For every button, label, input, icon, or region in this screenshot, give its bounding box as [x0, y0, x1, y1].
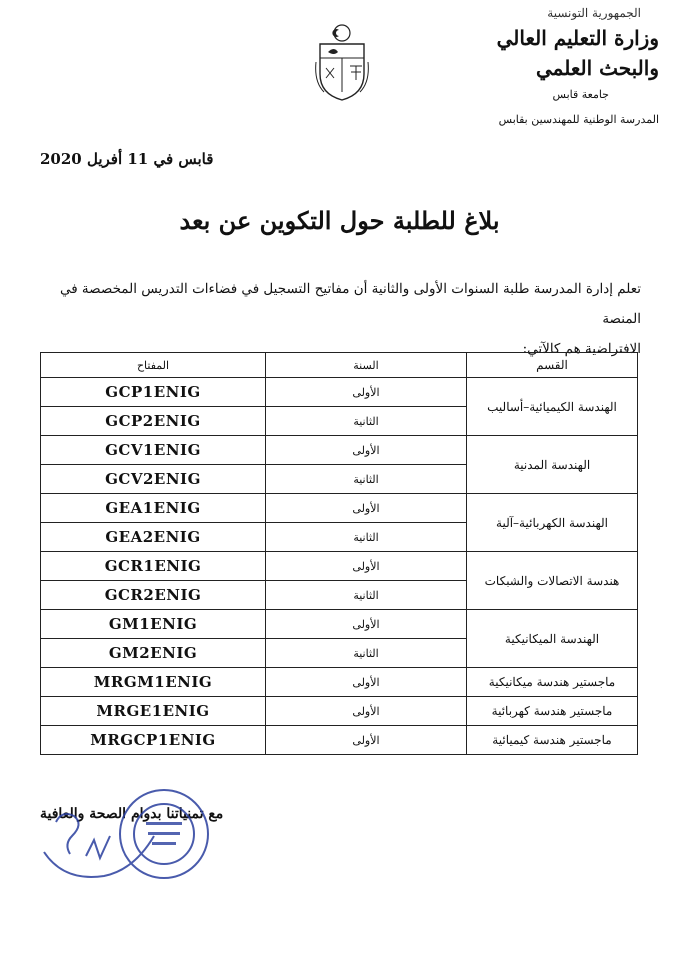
enrollment-keys-table — [40, 352, 638, 755]
year-cell: الثانية — [266, 639, 467, 668]
year-cell: الأولى — [266, 436, 467, 465]
table-row — [41, 378, 638, 407]
year-cell: الأولى — [266, 552, 467, 581]
department-cell: هندسة الاتصالات والشبكات — [467, 552, 638, 610]
coat-of-arms-icon — [314, 22, 370, 102]
letterhead — [419, 6, 659, 126]
key-cell: GEA1ENIG — [41, 494, 266, 523]
year-cell: الأولى — [266, 697, 467, 726]
year-cell: الثانية — [266, 465, 467, 494]
key-cell: GCP2ENIG — [41, 407, 266, 436]
department-cell: الهندسة الميكانيكية — [467, 610, 638, 668]
ministry-line2: والبحث العلمي — [535, 56, 659, 80]
place-date: قابس في 11 أفريل 2020 — [40, 150, 214, 168]
key-cell: MRGCP1ENIG — [41, 726, 266, 755]
closing-wishes: مع تمنياتنا بدوام الصحة والعافية — [40, 806, 224, 822]
table-row — [41, 436, 638, 465]
table-row — [41, 697, 638, 726]
key-cell: GCP1ENIG — [41, 378, 266, 407]
key-cell: GCV1ENIG — [41, 436, 266, 465]
year-cell: الأولى — [266, 726, 467, 755]
republic-label: الجمهورية التونسية — [547, 6, 641, 20]
header-key: المفتاح — [41, 353, 266, 378]
notice-title: بلاغ للطلبة حول التكوين عن بعد — [179, 206, 500, 235]
year-cell: الثانية — [266, 523, 467, 552]
school-label: المدرسة الوطنية للمهندسين بقابس — [498, 113, 659, 126]
key-cell: GM1ENIG — [41, 610, 266, 639]
intro-line1: تعلم إدارة المدرسة طلبة السنوات الأولى والثانية أن مفاتيح التسجيل في فضاءات التدريس المخصصة في المنصة — [59, 281, 641, 327]
key-cell: GCR2ENIG — [41, 581, 266, 610]
intro-paragraph — [29, 274, 641, 364]
year-cell: الأولى — [266, 668, 467, 697]
year-cell: الثانية — [266, 407, 467, 436]
key-cell: GM2ENIG — [41, 639, 266, 668]
department-cell: ماجستير هندسة كيميائية — [467, 726, 638, 755]
key-cell: GCV2ENIG — [41, 465, 266, 494]
ministry-line1: وزارة التعليم العالي — [496, 26, 659, 50]
year-cell: الأولى — [266, 610, 467, 639]
table-row — [41, 552, 638, 581]
table-row — [41, 494, 638, 523]
department-cell: الهندسة الكيميائية–أساليب — [467, 378, 638, 436]
department-cell: ماجستير هندسة كهربائية — [467, 697, 638, 726]
table-row — [41, 610, 638, 639]
key-cell: GCR1ENIG — [41, 552, 266, 581]
official-stamp-icon — [36, 782, 236, 902]
table-row — [41, 726, 638, 755]
year-cell: الأولى — [266, 494, 467, 523]
department-cell: الهندسة الكهربائية–آلية — [467, 494, 638, 552]
department-cell: ماجستير هندسة ميكانيكية — [467, 668, 638, 697]
key-cell: MRGM1ENIG — [41, 668, 266, 697]
table-header-row — [41, 353, 638, 378]
university-label: جامعة قابس — [552, 88, 609, 101]
intro-line2: الافتراضية هم كالآتي: — [522, 341, 641, 357]
table-row — [41, 668, 638, 697]
year-cell: الثانية — [266, 581, 467, 610]
key-cell: MRGE1ENIG — [41, 697, 266, 726]
header-department: القسم — [467, 353, 638, 378]
header-year: السنة — [266, 353, 467, 378]
key-cell: GEA2ENIG — [41, 523, 266, 552]
year-cell: الأولى — [266, 378, 467, 407]
department-cell: الهندسة المدنية — [467, 436, 638, 494]
